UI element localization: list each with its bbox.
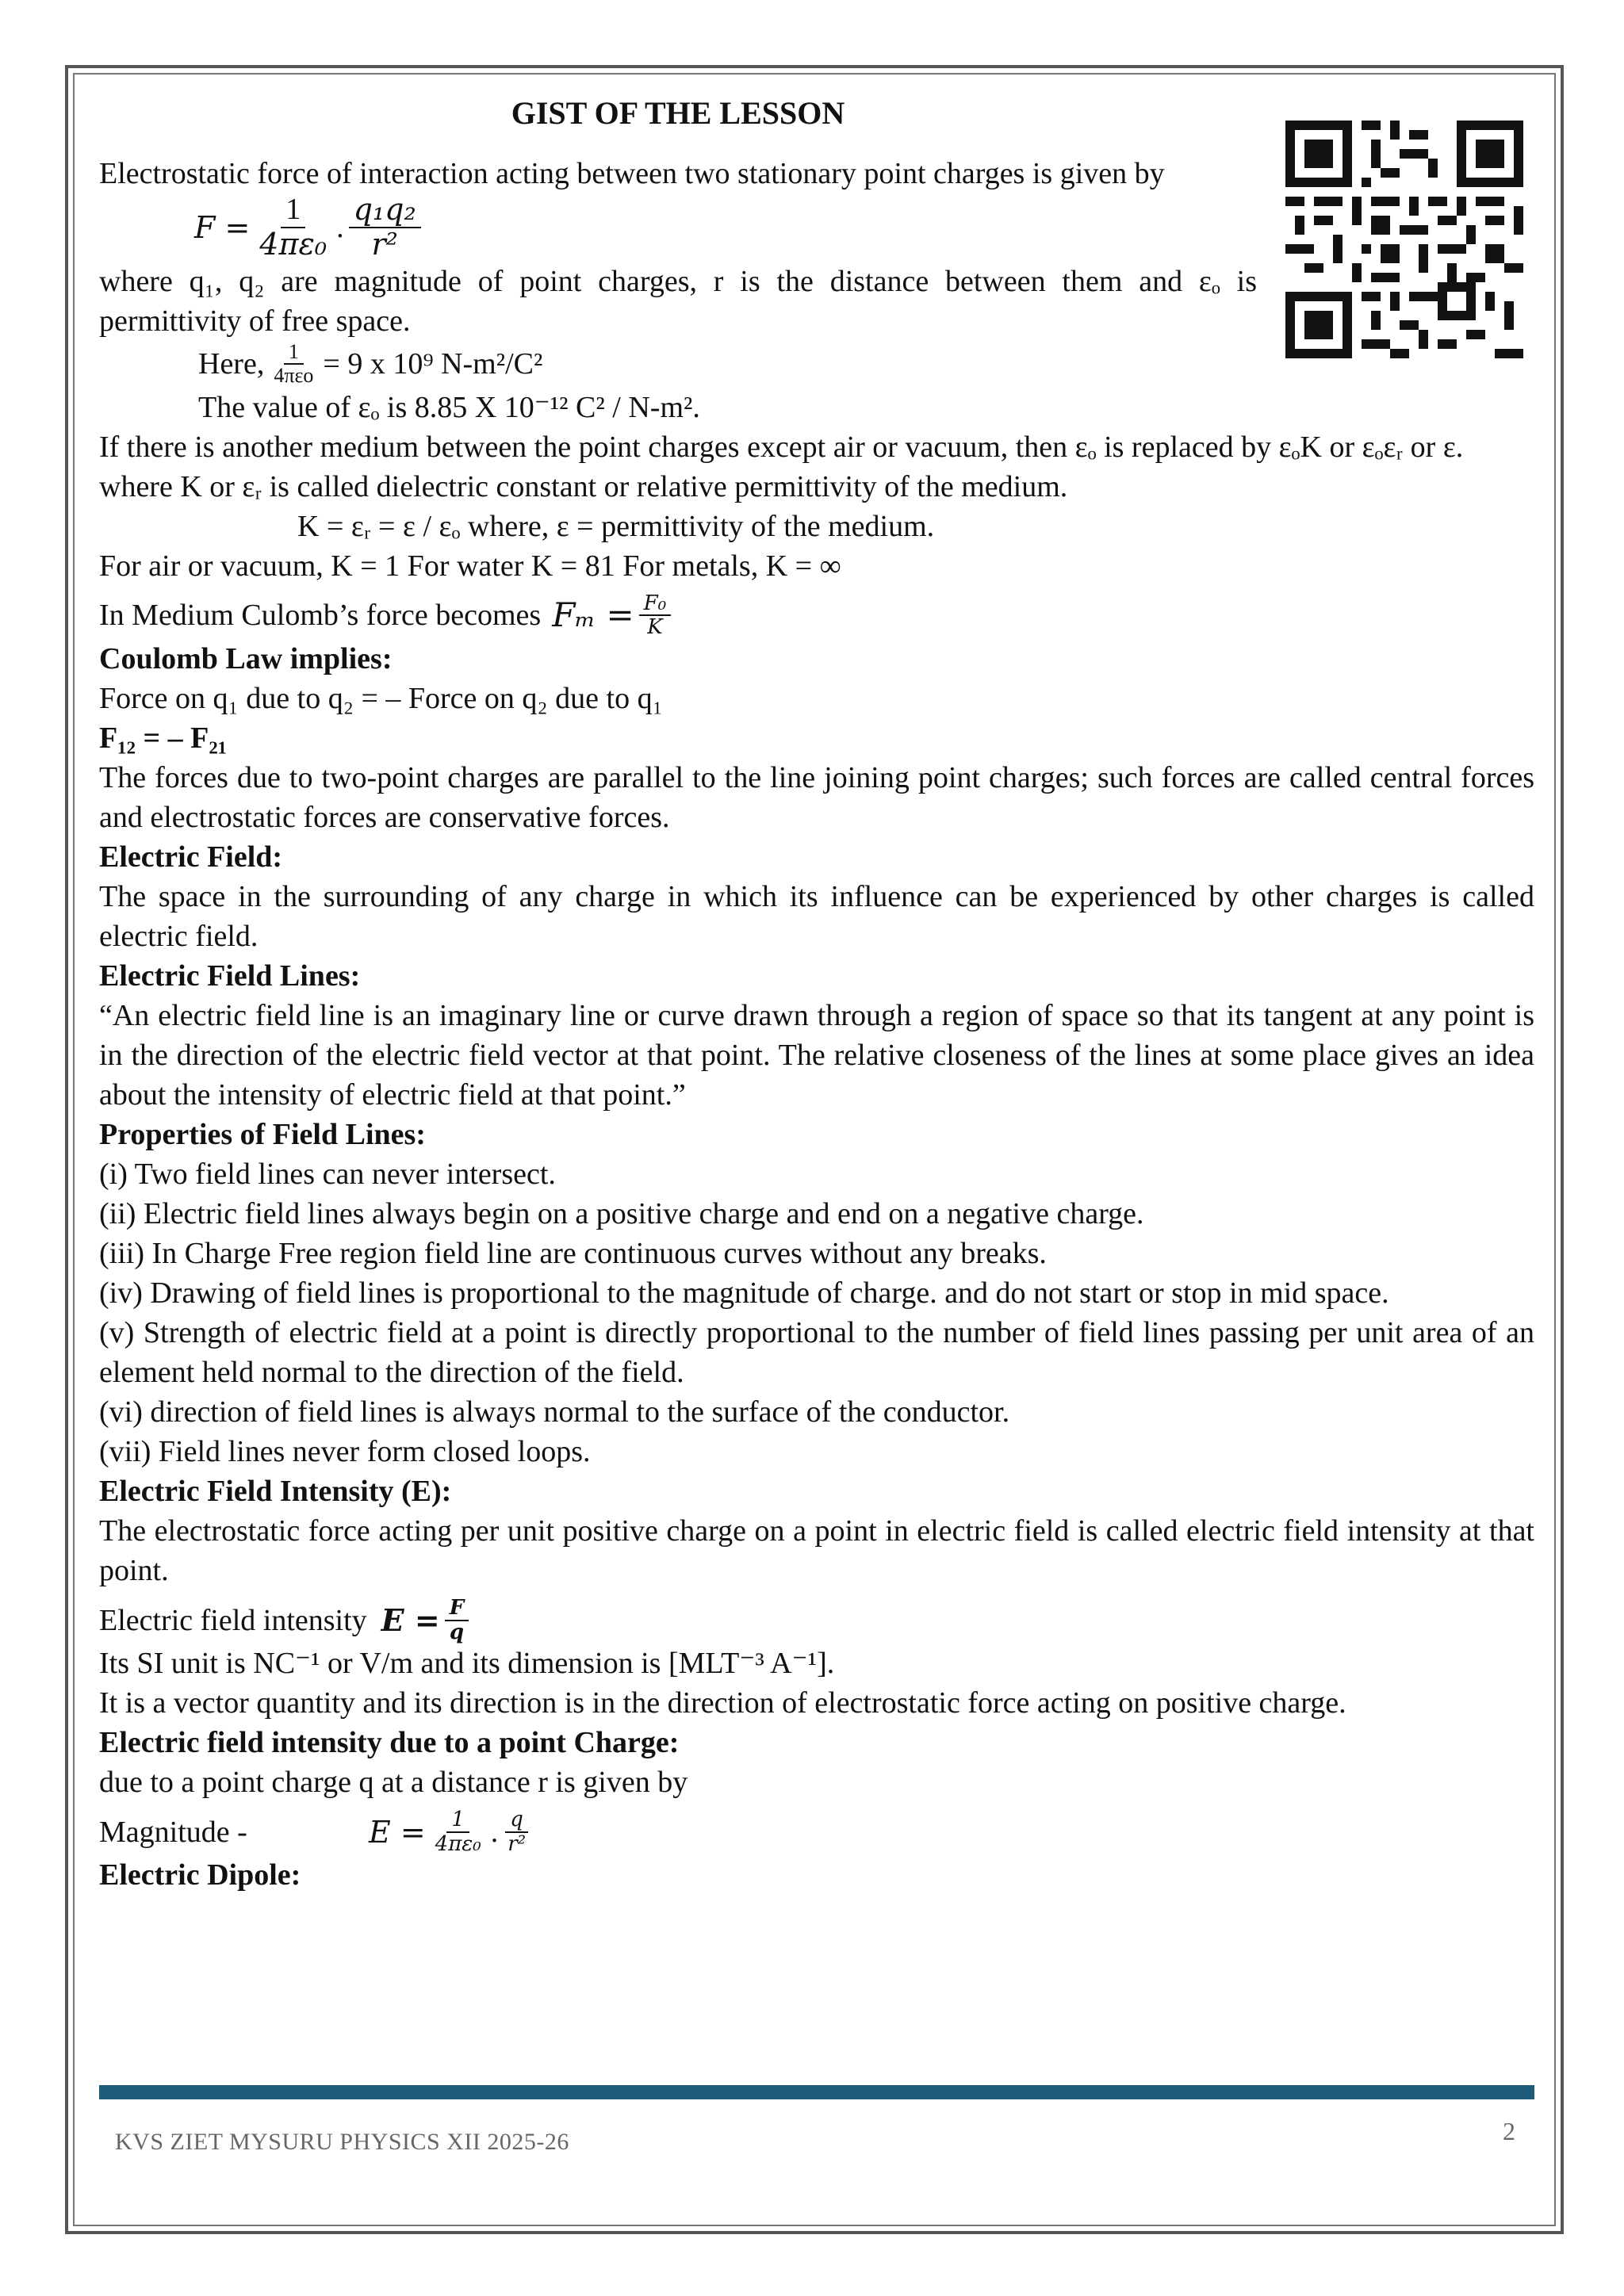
magnitude-lhs: E = — [369, 1814, 426, 1850]
heading-field-lines: Electric Field Lines: — [99, 959, 361, 993]
document-body — [99, 94, 1534, 1895]
si-unit-text: Its SI unit is NC⁻¹ or V/m and its dimension is [MLT⁻³ A⁻¹]. — [99, 1647, 835, 1681]
eps-value-line: The value of εₒ is 8.85 X 10⁻¹² C² / N-m². — [198, 390, 700, 424]
dielectric-text: where K or εᵣ is called dielectric constant or relative permittivity of the medium. — [99, 469, 1068, 503]
intro-text: Electrostatic force of interaction acting between two stationary point charges is given by — [99, 157, 1165, 190]
field-lines-text: “An electric field line is an imaginary line or curve drawn through a region of space so that its tangent at any point is in the direction of the electric field vector at that point. The relative closeness of the lines at some place gives an idea about the intensity of electric field at that point.” — [99, 998, 1534, 1112]
fraction-numerator: 1 — [446, 1808, 469, 1833]
medium-force-line — [99, 592, 1534, 639]
fraction-2 — [349, 193, 421, 262]
property-item: (vi) direction of field lines is always normal to the surface of the conductor. — [99, 1395, 1010, 1429]
footer-text: KVS ZIET MYSURU PHYSICS XII 2025-26 — [115, 2129, 569, 2155]
here-value: = 9 x 10⁹ N-m²/C² — [323, 347, 543, 381]
heading-dipole: Electric Dipole: — [99, 1858, 301, 1892]
heading-point-charge: Electric field intensity due to a point Charge: — [99, 1726, 680, 1760]
electric-field-text: The space in the surrounding of any charge in which its influence can be experienced by other charges is called electric field. — [99, 879, 1534, 953]
fraction-denominator: 4πεo — [274, 364, 314, 388]
page-title: GIST OF THE LESSON — [511, 95, 845, 131]
point-charge-text: due to a point charge q at a distance r is given by — [99, 1766, 688, 1800]
magnitude-label: Magnitude - — [99, 1815, 247, 1849]
magnitude-fraction-2 — [503, 1808, 530, 1855]
fraction-numerator: q — [505, 1808, 528, 1833]
fraction-numerator: F — [445, 1597, 469, 1621]
fraction-numerator: 1 — [281, 193, 305, 228]
coulomb-formula: F = $\frac{1}{\text{4πε₀}}$ . $\frac{\text{q₁q₂}}{\text{r²}}$ — [99, 193, 1534, 262]
fraction-numerator: q₁q₂ — [349, 193, 421, 228]
here-prefix: Here, — [198, 347, 265, 381]
page-number: 2 — [1503, 2117, 1515, 2145]
property-item: (v) Strength of electric field at a point is directly proportional to the number of field lines passing per unit area of an element held normal to the direction of the field. — [99, 1315, 1534, 1389]
intensity-text: The electrostatic force acting per unit positive charge on a point in electric field is called electric field intensity at that point. — [99, 1513, 1534, 1587]
fraction-denominator: 4πε₀ — [259, 226, 327, 262]
magnitude-line: Magnitude - E = $\frac{1}{\text{4πε₀}}$ . $\frac{q}{\text{r²}}$ — [99, 1808, 1534, 1855]
property-item: (ii) Electric field lines always begin on a positive charge and end on a negative charge. — [99, 1196, 1144, 1230]
heading-coulomb-implies: Coulomb Law implies: — [99, 641, 393, 675]
property-item: (i) Two field lines can never intersect. — [99, 1157, 556, 1191]
heading-intensity: Electric Field Intensity (E): — [99, 1474, 452, 1508]
central-forces-text: The forces due to two-point charges are parallel to the line joining point charges; such forces are called central forces and electrostatic forces are conservative forces. — [99, 760, 1534, 834]
medium-text: If there is another medium between the point charges except air or vacuum, then εₒ is replaced by εₒK or εₒεᵣ or ε. — [99, 430, 1464, 464]
heading-properties: Properties of Field Lines: — [99, 1117, 426, 1151]
force-pair-text: Force on q₁ due to q₂ = – Force on q₂ due to q₁ — [99, 681, 663, 715]
medium-force-fraction — [639, 592, 671, 639]
vector-text: It is a vector quantity and its direction is in the direction of electrostatic force acting on positive charge. — [99, 1686, 1346, 1720]
k-definition: K = εᵣ = ε / εₒ where, ε = permittivity of the medium. — [297, 509, 935, 543]
fraction-denominator: 4πε₀ — [435, 1831, 481, 1856]
here-line — [99, 341, 1534, 388]
intensity-lhs: E = — [381, 1601, 440, 1638]
where-text: where q₁, q₂ are magnitude of point charges, r is the distance between them and εₒ is permittivity of free space. — [99, 264, 1257, 338]
fraction-denominator: K — [647, 615, 663, 640]
property-item: (iii) In Charge Free region field line are continuous curves without any breaks. — [99, 1236, 1047, 1270]
k-values: For air or vacuum, K = 1 For water K = 81 For metals, K = ∞ — [99, 549, 841, 583]
footer-bar — [99, 2085, 1534, 2099]
fraction-denominator: r² — [508, 1831, 527, 1856]
formula-lhs: F = — [194, 209, 251, 245]
fraction-numerator: F₀ — [639, 592, 671, 617]
intensity-label: Electric field intensity — [99, 1603, 367, 1637]
fraction-denominator: r² — [371, 226, 398, 262]
medium-force-lhs: Fₘ = — [552, 595, 634, 635]
property-item: (vii) Field lines never form closed loops. — [99, 1434, 591, 1468]
fraction-1 — [255, 193, 331, 262]
medium-force-label: In Medium Culomb’s force becomes — [99, 599, 542, 633]
property-item: (iv) Drawing of field lines is proportional to the magnitude of charge. and do not start or stop in mid space. — [99, 1276, 1389, 1310]
magnitude-fraction-1 — [431, 1808, 486, 1855]
fraction-denominator: q — [449, 1620, 465, 1644]
heading-electric-field: Electric Field: — [99, 840, 283, 874]
f12-equation: F₁₂ = – F₂₁ — [99, 721, 228, 755]
intensity-formula-line — [99, 1597, 1534, 1644]
fraction-numerator: 1 — [284, 341, 304, 365]
intensity-fraction — [445, 1597, 469, 1644]
here-fraction — [269, 341, 318, 388]
